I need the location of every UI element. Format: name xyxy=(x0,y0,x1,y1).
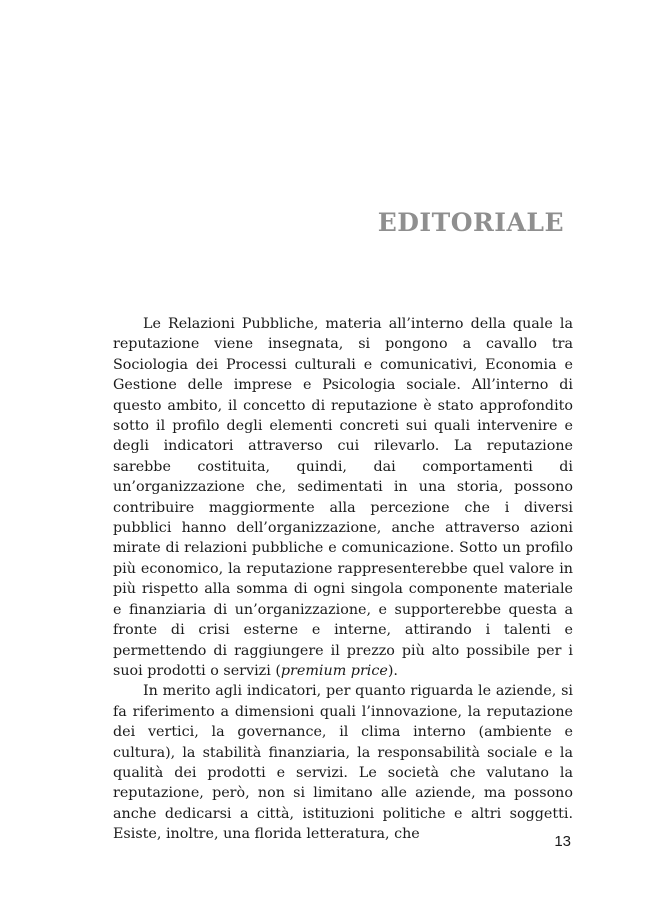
chapter-title: EDITORIALE xyxy=(377,208,564,237)
paragraph xyxy=(113,314,573,681)
paragraph: In merito agli indicatori, per quanto riguarda le aziende, si fa riferimento a dimensioni quali l’innovazione, la reputazione dei vertici, la governance, il clima interno (ambiente e cultura), la stabilità finanziaria, la responsabilità sociale e la qualità dei prodotti e servizi. Le società che valutano la reputazione, però, non si limitano alle aziende, ma possono anche dedicarsi a città, istituzioni politiche e altri soggetti. Esiste, inoltre, una florida letteratura, che xyxy=(113,683,573,843)
page-number: 13 xyxy=(554,833,571,850)
body-text xyxy=(113,314,573,845)
paragraph-text: Le Relazioni Pubbliche, materia all’interno della quale la reputazione viene insegnata, si pongono a cavallo tra Sociologia dei Processi culturali e comunicativi, Economia e Gestione delle imprese e Psicologia sociale. All’interno di questo ambito, il concetto di reputazione è stato approfondito sotto il profilo degli elementi concreti sui quali intervenire e degli indicatori attraverso cui rilevarlo. La reputazione sarebbe costituita, quindi, dai comportamenti di un’organizzazione che, sedimentati in una storia, possono contribuire maggiormente alla percezione che i diversi pubblici hanno dell’organizzazione, anche attraverso azioni mirate di relazioni pubbliche e comunicazione. Sotto un profilo più economico, la reputazione rappresenterebbe quel valore in più rispetto alla somma di ogni singola componente materiale e finanziaria di un’organizzazione, e supporterebbe questa a fronte di crisi esterne e interne, attirando i talenti e permettendo di raggiungere il prezzo più alto possibile per i suoi prodotti o servizi ( xyxy=(113,316,573,679)
paragraph-text-tail: ). xyxy=(387,662,398,679)
emphasized-term: premium price xyxy=(280,662,388,679)
